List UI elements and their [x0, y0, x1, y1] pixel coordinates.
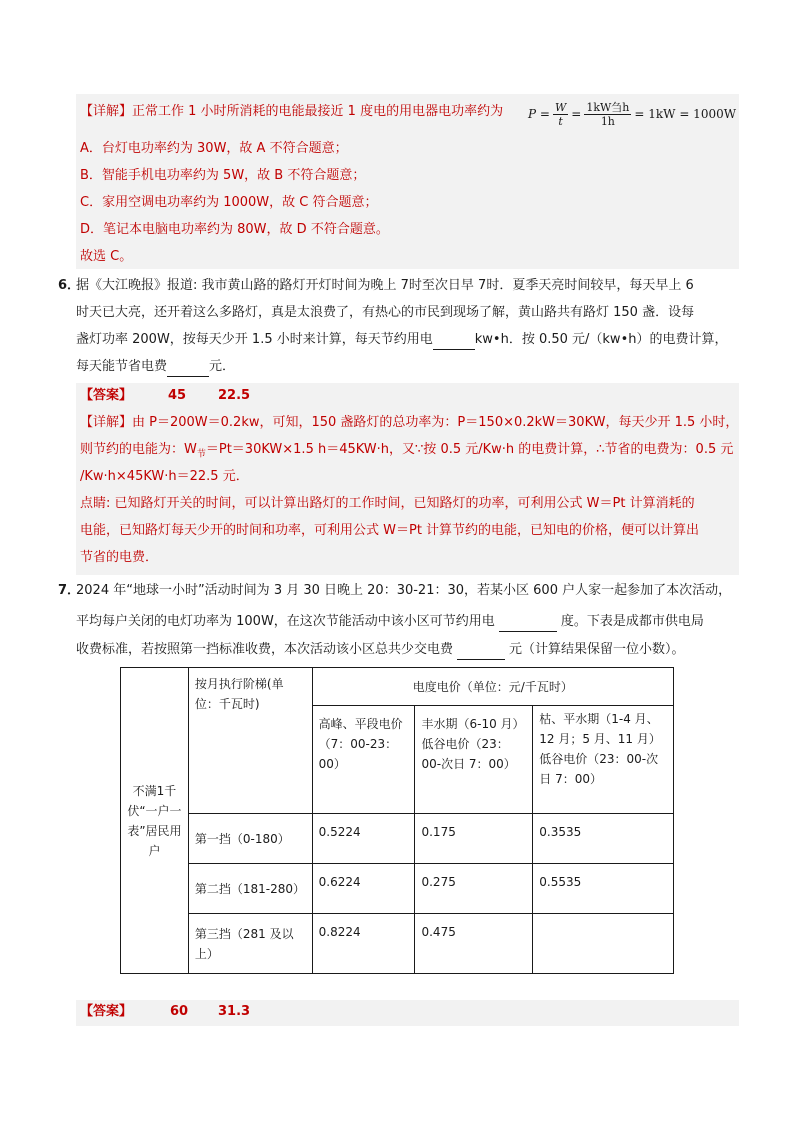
q7-line-3: 收费标准，若按照第一挡标准收费，本次活动该小区总共少交电费 元（计算结果保留一位小数）。 [76, 640, 685, 660]
tier-2-dry: 0.5535 [533, 864, 674, 914]
q6-line-3: 盏灯功率 200W，按每天少开 1.5 小时来计算，每天节约用电 kw•h．按 0.50 元/（kw•h）的电费计算， [76, 330, 727, 350]
q7-line-2: 平均每户关闭的电灯功率为 100W，在这次节能活动中该小区可节约用电 度。下表是成都市供电局 [76, 612, 704, 632]
q6-answer-tag: 【答案】 [80, 388, 133, 403]
q6-detail-1: 【详解】由 P＝200W＝0.2kw，可知，150 盏路灯的总功率为：P＝150×0.2kW＝30KW，每天少开 1.5 小时， [80, 415, 739, 430]
q6-blank-2[interactable] [167, 362, 209, 377]
tier-3-wet: 0.475 [415, 914, 533, 974]
detail-intro: 正常工作 1 小时所消耗的电能最接近 1 度电的用电器电功率约为 [132, 104, 504, 119]
q7-answer-2: 31.3 [218, 1004, 251, 1019]
q6-number: 6． [58, 278, 81, 293]
option-a: A．台灯电功率约为 30W，故 A 不符合题意； [80, 141, 348, 156]
q7-answer-line [80, 1002, 251, 1022]
tariff-table [120, 667, 674, 974]
power-formula [528, 96, 736, 132]
tier-1-peak: 0.5224 [312, 814, 415, 864]
sub-header-wet-valley: 丰水期（6-10 月）低谷电价（23：00-次日 7：00） [415, 706, 533, 814]
q6-answer-line [80, 386, 251, 406]
tier-3-peak: 0.8224 [312, 914, 415, 974]
q7-blank-1[interactable] [499, 617, 557, 632]
q6-answer-2: 22.5 [218, 388, 251, 403]
tier-2-peak: 0.6224 [312, 864, 415, 914]
formula-p: P = [528, 107, 550, 121]
option-b: B．智能手机电功率约为 5W，故 B 不符合题意； [80, 168, 366, 183]
q6-detail-3: /Kw·h×45KW·h＝22.5 元． [80, 469, 249, 484]
tier-1-wet: 0.175 [415, 814, 533, 864]
option-c: C．家用空调电功率约为 1000W，故 C 符合题意； [80, 195, 378, 210]
q6-hint-3: 节省的电费． [80, 550, 159, 565]
formula-kwh-over-h: $\frac{\text{1kW刍h}}{1h}$ [586, 100, 630, 128]
q7-answer-1: 60 [170, 1004, 189, 1019]
q6-line-2: 时天已大亮，还开着这么多路灯，真是太浪费了，有热心的市民到现场了解，黄山路共有路灯 150 盏．设每 [76, 305, 695, 320]
q6-blank-1[interactable] [433, 335, 475, 350]
detail-line-intro [80, 102, 503, 122]
q7-line-1: 2024 年“地球一小时”活动时间为 3 月 30 日晚上 20：30-21：30，若某小区 600 户人家一起参加了本次活动， [76, 583, 732, 598]
q6-line-4: 每天能节省电费 元． [76, 357, 235, 377]
q6-hint-2: 电能，已知路灯每天少开的时间和功率，可利用公式 W＝Pt 计算节约的电能，已知电的价格，便可以计算出 [80, 523, 700, 538]
q6-line-1: 据《大江晚报》报道: 我市黄山路的路灯开灯时间为晚上 7时至次日早 7时．夏季天亮时间较早，每天早上 6 [76, 278, 694, 293]
q6-detail-2: 则节约的电能为：$W_节=Pt=30KW\times 1.5$ h＝45KW·h，又∵按 0.5 元/Kw·h 的电费计算，∴节省的电费为：0.5 元 [80, 442, 734, 460]
tier-3-label: 第三挡（281 及以上） [188, 914, 312, 974]
col-header-price: 电度电价（单位：元/千瓦时） [312, 668, 673, 706]
q7-number: 7． [58, 583, 81, 598]
col-header-tier: 按月执行阶梯(单位：千瓦时) [188, 668, 312, 814]
sub-header-dry-valley: 枯、平水期（1-4 月、12 月；5 月、11 月）低谷电价（23：00-次日 7：00） [533, 706, 674, 814]
q6-answer-1: 45 [168, 388, 187, 403]
q7-answer-tag: 【答案】 [80, 1004, 133, 1019]
formula-w-over-t: $\frac{W}{t}$ [554, 100, 567, 128]
sub-header-peak: 高峰、平段电价（7：00-23：00） [312, 706, 415, 814]
option-d: D．笔记本电脑电功率约为 80W，故 D 不符合题意。 [80, 222, 389, 237]
tier-2-label: 第二挡（181-280） [188, 864, 312, 914]
tier-3-dry [533, 914, 674, 974]
tier-1-dry: 0.3535 [533, 814, 674, 864]
formula-eq1: = [571, 107, 582, 121]
q6-hint-1: 点睛: 已知路灯开关的时间，可以计算出路灯的工作时间，已知路灯的功率，可利用公式 W＝Pt 计算消耗的 [80, 496, 695, 511]
tier-2-wet: 0.275 [415, 864, 533, 914]
detail-tag: 【详解】 [80, 104, 133, 119]
conclusion: 故选 C。 [80, 249, 133, 264]
row-header-resident: 不满1千伏“一户一表”居民用户 [121, 668, 189, 974]
formula-tail: = 1kW = 1000W [634, 107, 737, 121]
tier-1-label: 第一挡（0-180） [188, 814, 312, 864]
q7-blank-2[interactable] [457, 645, 505, 660]
